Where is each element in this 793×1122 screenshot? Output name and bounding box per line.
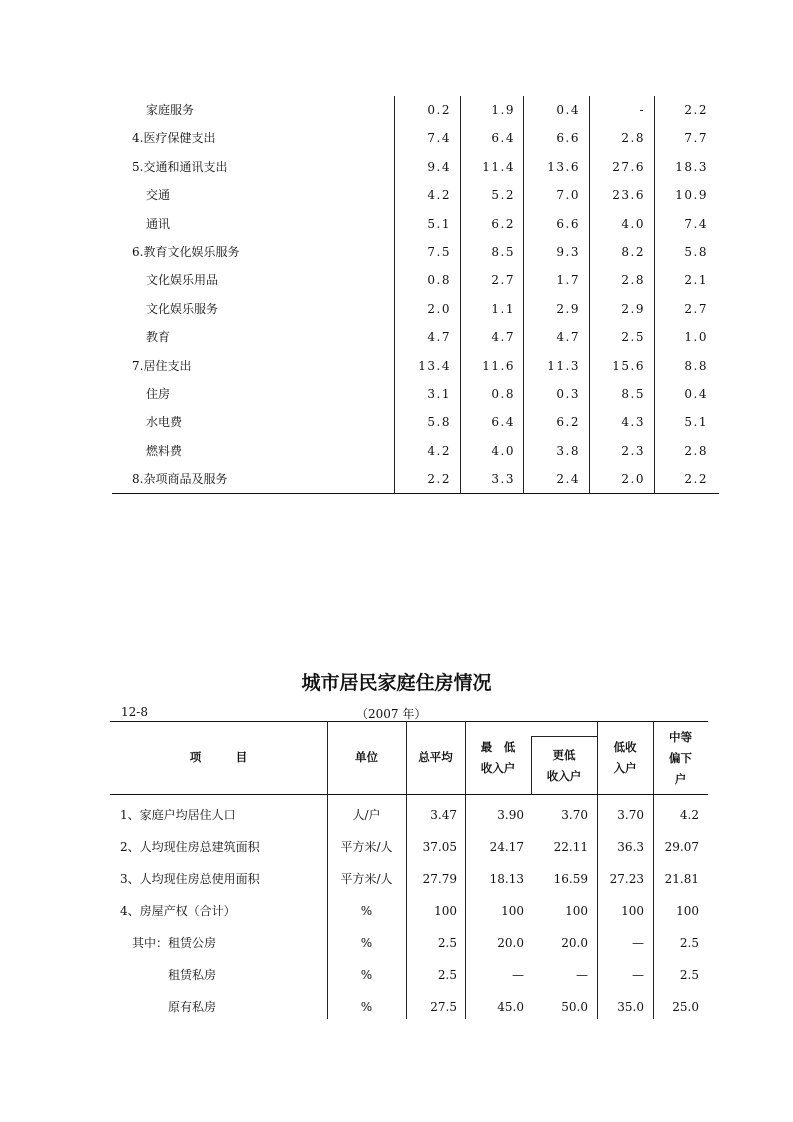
cell-value: 27.6 (612, 159, 645, 174)
cell-value: 13.4 (418, 358, 451, 373)
table-body (112, 96, 719, 493)
cell-value: 27.23 (609, 872, 644, 886)
table-row (112, 153, 719, 181)
cell-value: 5.2 (491, 188, 515, 203)
cell-value: 100 (434, 904, 457, 918)
row-label: 教育 (146, 330, 171, 345)
row-unit: 平方米/人 (340, 840, 393, 854)
row-label: 燃料费 (146, 443, 183, 458)
header-item: 项 目 (189, 750, 248, 764)
row-label: 8.杂项商品及服务 (132, 472, 228, 487)
cell-value: 2.0 (427, 301, 451, 316)
cell-value: 2.5 (679, 968, 699, 982)
cell-value: 2.2 (427, 472, 451, 487)
cell-value: 2.5 (679, 936, 699, 950)
cell-value: 35.0 (617, 1000, 644, 1014)
cell-value: 3.70 (617, 808, 644, 822)
housing-table (110, 721, 708, 1019)
table-row (110, 831, 708, 863)
cell-value: 2.2 (684, 103, 708, 117)
cell-value: 1.1 (491, 301, 515, 316)
table-row (112, 437, 719, 465)
header-midlow-line2: 偏下 (669, 751, 692, 765)
table-row (112, 465, 719, 493)
cell-value: 5.8 (684, 244, 708, 259)
cell-value: 21.81 (664, 872, 699, 886)
cell-value: 6.6 (556, 216, 580, 231)
cell-value: 2.2 (684, 472, 708, 487)
cell-value: 4.2 (427, 443, 451, 458)
cell-value: 37.05 (422, 840, 457, 854)
row-unit: % (360, 1000, 373, 1014)
cell-value: 27.79 (422, 872, 457, 886)
cell-value: 29.07 (664, 840, 699, 854)
cell-value: 4.2 (679, 808, 699, 822)
row-label: 家庭服务 (146, 103, 195, 117)
cell-value: 1.9 (491, 103, 515, 117)
header-lower-line2: 收入户 (546, 769, 582, 783)
cell-value: 6.2 (556, 415, 580, 430)
row-label: 原有私房 (168, 1000, 217, 1014)
row-label: 交通 (146, 188, 171, 203)
cell-value: 8.5 (621, 386, 645, 401)
cell-value: 2.0 (621, 472, 645, 487)
table-row (110, 959, 708, 991)
table-number: 12-8 (121, 705, 148, 719)
row-unit: % (360, 968, 373, 982)
row-label: 7.居住支出 (132, 358, 192, 373)
row-label: 1、家庭户均居住人口 (120, 808, 236, 822)
row-label: 通讯 (146, 216, 171, 231)
row-unit: 人/户 (352, 808, 381, 822)
cell-value: 7.4 (427, 131, 451, 146)
cell-value: 0.4 (556, 103, 580, 117)
table-row (110, 927, 708, 959)
row-label: 文化娱乐服务 (146, 301, 219, 316)
header-midlow-line1: 中等 (669, 730, 692, 744)
table-row (110, 895, 708, 927)
cell-value: 6.6 (556, 131, 580, 146)
table-row (112, 323, 719, 351)
cell-value: 0.4 (684, 386, 708, 401)
cell-value: 16.59 (553, 872, 588, 886)
row-label: 租赁私房 (168, 968, 217, 982)
table-row (112, 238, 719, 266)
cell-value: 0.8 (491, 386, 515, 401)
cell-value: 6.4 (491, 415, 515, 430)
cell-value: 2.4 (556, 472, 580, 487)
cell-value: 4.0 (621, 216, 645, 231)
table-row (112, 96, 719, 124)
cell-value: 3.70 (561, 808, 588, 822)
header-low-line2: 入户 (613, 761, 637, 775)
cell-value: 2.9 (621, 301, 645, 316)
cell-value: 45.0 (497, 1000, 524, 1014)
table-row (110, 799, 708, 831)
row-label: 3、人均现住房总使用面积 (120, 872, 260, 886)
table-row (112, 210, 719, 238)
table-title: 城市居民家庭住房情况 (301, 672, 492, 694)
header-unit: 单位 (355, 750, 378, 764)
cell-value: 2.1 (684, 273, 708, 288)
row-label: 2、人均现住房总建筑面积 (120, 840, 260, 854)
cell-value: 0.3 (556, 386, 580, 401)
cell-value: 3.1 (427, 386, 451, 401)
row-label: 水电费 (146, 415, 183, 430)
cell-value: 3.47 (430, 808, 457, 822)
cell-value: 18.3 (675, 159, 708, 174)
cell-value: 5.1 (684, 415, 708, 430)
row-label: 住房 (146, 386, 171, 401)
header-lowest-line1: 最 低 (480, 740, 516, 754)
cell-value: 2.7 (491, 273, 515, 288)
cell-value: 5.1 (427, 216, 451, 231)
row-unit: 平方米/人 (340, 872, 393, 886)
row-label: 其中：租赁公房 (132, 936, 217, 950)
header-lower-line1: 更低 (552, 748, 576, 762)
header-lowest-line2: 收入户 (480, 761, 516, 775)
cell-value: 24.17 (489, 840, 524, 854)
cell-value: 36.3 (617, 840, 644, 854)
header-low-line1: 低收 (613, 740, 637, 754)
row-label: 5.交通和通讯支出 (132, 159, 228, 174)
table-row (112, 295, 719, 323)
cell-value: 23.6 (612, 188, 645, 203)
cell-value: 11.6 (482, 358, 515, 373)
cell-value: 100 (501, 904, 524, 918)
cell-value: 8.2 (621, 244, 645, 259)
cell-value: 25.0 (672, 1000, 699, 1014)
header-midlow-line3: 户 (674, 772, 687, 786)
cell-value: 2.8 (621, 273, 645, 288)
cell-value: 7.5 (427, 244, 451, 259)
cell-value: 20.0 (561, 936, 588, 950)
cell-value: 11.3 (547, 358, 580, 373)
cell-value: 100 (676, 904, 699, 918)
cell-value: 4.7 (556, 330, 580, 345)
cell-value: — (512, 968, 524, 982)
cell-value: — (576, 968, 588, 982)
cell-value: 100 (621, 904, 644, 918)
cell-value: 7.0 (556, 188, 580, 203)
cell-value: 6.2 (491, 216, 515, 231)
cell-value: 0.2 (427, 103, 451, 117)
row-label: 4、房屋产权（合计） (120, 904, 236, 918)
cell-value: 10.9 (675, 188, 708, 203)
cell-value: 3.8 (556, 443, 580, 458)
cell-value: 20.0 (497, 936, 524, 950)
cell-value: 1.7 (556, 273, 580, 288)
cell-value: 2.5 (437, 968, 457, 982)
cell-value: 11.4 (482, 159, 515, 174)
cell-value: 2.9 (556, 301, 580, 316)
table-row (110, 863, 708, 895)
table-row (112, 266, 719, 294)
header-average: 总平均 (418, 750, 453, 764)
cell-value: 2.8 (621, 131, 645, 146)
cell-value: 1.0 (684, 330, 708, 345)
cell-value: 8.8 (684, 358, 708, 373)
cell-value: 2.8 (684, 443, 708, 458)
cell-value: 2.5 (437, 936, 457, 950)
table-row (112, 124, 719, 152)
table-top-rule (110, 721, 708, 722)
row-unit: % (360, 936, 373, 950)
cell-value: 7.4 (684, 216, 708, 231)
row-unit: % (360, 904, 373, 918)
cell-value: — (632, 936, 644, 950)
cell-value: 4.7 (491, 330, 515, 345)
cell-value: 7.7 (684, 131, 708, 146)
cell-value: 18.13 (489, 872, 524, 886)
cell-value: 0.8 (427, 273, 451, 288)
table-row (112, 352, 719, 380)
cell-value: 2.5 (621, 330, 645, 345)
cell-value: - (639, 103, 645, 117)
cell-value: 100 (565, 904, 588, 918)
row-label: 文化娱乐用品 (146, 273, 219, 288)
cell-value: 9.3 (556, 244, 580, 259)
table-year: （2007 年） (356, 707, 427, 721)
cell-value: 27.5 (430, 1000, 457, 1014)
row-label: 6.教育文化娱乐服务 (132, 244, 240, 259)
cell-value: 6.4 (491, 131, 515, 146)
cell-value: 50.0 (561, 1000, 588, 1014)
cell-value: 4.0 (491, 443, 515, 458)
cell-value: 4.7 (427, 330, 451, 345)
cell-value: 15.6 (612, 358, 645, 373)
header-bottom-rule (110, 794, 708, 795)
expenditure-table-continuation (112, 96, 719, 493)
subheader-rule (531, 736, 597, 737)
cell-value: 9.4 (427, 159, 451, 174)
cell-value: 3.3 (491, 472, 515, 487)
cell-value: 2.7 (684, 301, 708, 316)
table-row (112, 408, 719, 436)
cell-value: 4.3 (621, 415, 645, 430)
cell-value: 13.6 (547, 159, 580, 174)
cell-value: 2.3 (621, 443, 645, 458)
cell-value: 5.8 (427, 415, 451, 430)
table-bottom-rule (112, 493, 719, 494)
cell-value: — (632, 968, 644, 982)
cell-value: 4.2 (427, 188, 451, 203)
cell-value: 8.5 (491, 244, 515, 259)
cell-value: 22.11 (553, 840, 588, 854)
row-label: 4.医疗保健支出 (132, 131, 216, 146)
table-row (112, 181, 719, 209)
table-row (110, 991, 708, 1023)
table-row (112, 380, 719, 408)
cell-value: 3.90 (497, 808, 524, 822)
